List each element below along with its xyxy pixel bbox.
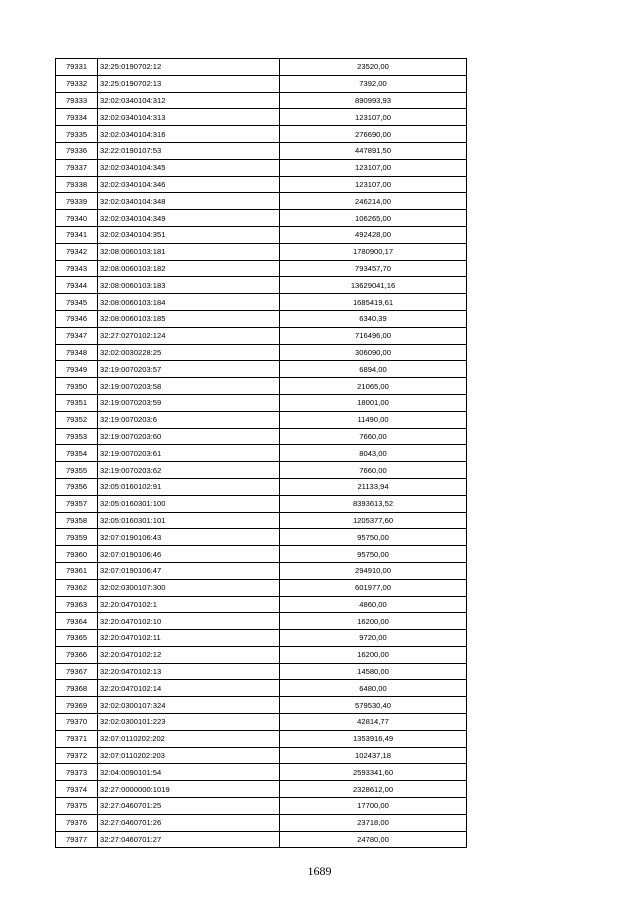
row-number-cell: 79337: [56, 159, 98, 176]
row-number-cell: 79333: [56, 92, 98, 109]
value-cell: 246214,00: [280, 193, 467, 210]
cadastral-number-cell: 32:07:0110202:203: [98, 747, 280, 764]
cadastral-number-cell: 32:07:0190106:46: [98, 546, 280, 563]
row-number-cell: 79349: [56, 361, 98, 378]
value-cell: 102437,18: [280, 747, 467, 764]
cadastral-number-cell: 32:08:0060103:185: [98, 310, 280, 327]
row-number-cell: 79339: [56, 193, 98, 210]
table-row: [56, 126, 467, 143]
value-cell: 890993,93: [280, 92, 467, 109]
row-number-cell: 79335: [56, 126, 98, 143]
table-row: [56, 831, 467, 848]
value-cell: 1353916,49: [280, 730, 467, 747]
value-cell: 7660,00: [280, 428, 467, 445]
value-cell: 6894,00: [280, 361, 467, 378]
row-number-cell: 79342: [56, 243, 98, 260]
cadastral-number-cell: 32:25:0190702:13: [98, 75, 280, 92]
row-number-cell: 79368: [56, 680, 98, 697]
table-row: [56, 562, 467, 579]
cadastral-number-cell: 32:19:0070203:61: [98, 445, 280, 462]
table-row: [56, 277, 467, 294]
cadastral-number-cell: 32:20:0470102:14: [98, 680, 280, 697]
row-number-cell: 79371: [56, 730, 98, 747]
row-number-cell: 79369: [56, 697, 98, 714]
value-cell: 9720,00: [280, 630, 467, 647]
value-cell: 1780900,17: [280, 243, 467, 260]
table-row: [56, 646, 467, 663]
value-cell: 492428,00: [280, 226, 467, 243]
cadastral-number-cell: 32:05:0160301:100: [98, 495, 280, 512]
value-cell: 579530,40: [280, 697, 467, 714]
cadastral-number-cell: 32:02:0300101:223: [98, 714, 280, 731]
table-row: [56, 109, 467, 126]
row-number-cell: 79374: [56, 781, 98, 798]
cadastral-number-cell: 32:27:0460701:25: [98, 798, 280, 815]
cadastral-number-cell: 32:02:0340104:316: [98, 126, 280, 143]
value-cell: 95750,00: [280, 546, 467, 563]
table-row: [56, 294, 467, 311]
row-number-cell: 79356: [56, 478, 98, 495]
row-number-cell: 79346: [56, 310, 98, 327]
value-cell: 7392,00: [280, 75, 467, 92]
value-cell: 123107,00: [280, 159, 467, 176]
value-cell: 1205377,60: [280, 512, 467, 529]
cadastral-number-cell: 32:02:0300107:300: [98, 579, 280, 596]
row-number-cell: 79331: [56, 59, 98, 76]
table-row: [56, 75, 467, 92]
cadastral-number-cell: 32:20:0470102:11: [98, 630, 280, 647]
table-row: [56, 747, 467, 764]
cadastral-number-cell: 32:20:0470102:1: [98, 596, 280, 613]
value-cell: 106265,00: [280, 210, 467, 227]
value-cell: 447891,50: [280, 142, 467, 159]
table-row: [56, 512, 467, 529]
value-cell: 7660,00: [280, 462, 467, 479]
row-number-cell: 79351: [56, 394, 98, 411]
table-row: [56, 193, 467, 210]
row-number-cell: 79343: [56, 260, 98, 277]
cadastral-number-cell: 32:05:0160301:101: [98, 512, 280, 529]
row-number-cell: 79367: [56, 663, 98, 680]
cadastral-number-cell: 32:08:0060103:182: [98, 260, 280, 277]
value-cell: 123107,00: [280, 109, 467, 126]
cadastral-number-cell: 32:19:0070203:58: [98, 378, 280, 395]
row-number-cell: 79364: [56, 613, 98, 630]
table-row: [56, 462, 467, 479]
cadastral-number-cell: 32:27:0000000:1019: [98, 781, 280, 798]
table-row: [56, 596, 467, 613]
table-row: [56, 764, 467, 781]
row-number-cell: 79353: [56, 428, 98, 445]
table-row: [56, 394, 467, 411]
value-cell: 14580,00: [280, 663, 467, 680]
row-number-cell: 79366: [56, 646, 98, 663]
row-number-cell: 79358: [56, 512, 98, 529]
cadastral-number-cell: 32:02:0300107:324: [98, 697, 280, 714]
row-number-cell: 79375: [56, 798, 98, 815]
row-number-cell: 79365: [56, 630, 98, 647]
value-cell: 123107,00: [280, 176, 467, 193]
cadastral-number-cell: 32:19:0070203:62: [98, 462, 280, 479]
cadastral-number-cell: 32:04:0090101:54: [98, 764, 280, 781]
value-cell: 306090,00: [280, 344, 467, 361]
row-number-cell: 79344: [56, 277, 98, 294]
table-row: [56, 361, 467, 378]
table-row: [56, 781, 467, 798]
value-cell: 4860,00: [280, 596, 467, 613]
cadastral-number-cell: 32:07:0110202:202: [98, 730, 280, 747]
table-row: [56, 798, 467, 815]
row-number-cell: 79362: [56, 579, 98, 596]
value-cell: 793457,70: [280, 260, 467, 277]
value-cell: 6480,00: [280, 680, 467, 697]
value-cell: 42814,77: [280, 714, 467, 731]
value-cell: 716496,00: [280, 327, 467, 344]
table-row: [56, 445, 467, 462]
value-cell: 11490,00: [280, 411, 467, 428]
table-row: [56, 159, 467, 176]
value-cell: 17700,00: [280, 798, 467, 815]
table-row: [56, 176, 467, 193]
table-row: [56, 613, 467, 630]
table-row: [56, 210, 467, 227]
value-cell: 2593341,60: [280, 764, 467, 781]
cadastral-number-cell: 32:02:0340104:346: [98, 176, 280, 193]
value-cell: 21133,94: [280, 478, 467, 495]
table-row: [56, 92, 467, 109]
value-cell: 294910,00: [280, 562, 467, 579]
value-cell: 2328612,00: [280, 781, 467, 798]
row-number-cell: 79348: [56, 344, 98, 361]
row-number-cell: 79347: [56, 327, 98, 344]
cadastral-number-cell: 32:02:0340104:313: [98, 109, 280, 126]
cadastral-number-cell: 32:27:0460701:27: [98, 831, 280, 848]
table-body: [56, 59, 467, 848]
table-row: [56, 529, 467, 546]
row-number-cell: 79376: [56, 814, 98, 831]
value-cell: 23718,00: [280, 814, 467, 831]
table-row: [56, 546, 467, 563]
row-number-cell: 79336: [56, 142, 98, 159]
row-number-cell: 79341: [56, 226, 98, 243]
cadastral-number-cell: 32:02:0030228:25: [98, 344, 280, 361]
value-cell: 8043,00: [280, 445, 467, 462]
table-row: [56, 411, 467, 428]
value-cell: 6340,39: [280, 310, 467, 327]
table-row: [56, 260, 467, 277]
table-row: [56, 714, 467, 731]
row-number-cell: 79357: [56, 495, 98, 512]
table-row: [56, 428, 467, 445]
value-cell: 23520,00: [280, 59, 467, 76]
value-cell: 601977,00: [280, 579, 467, 596]
value-cell: 95750,00: [280, 529, 467, 546]
table-row: [56, 680, 467, 697]
row-number-cell: 79345: [56, 294, 98, 311]
table-row: [56, 730, 467, 747]
cadastral-number-cell: 32:25:0190702:12: [98, 59, 280, 76]
cadastral-number-cell: 32:27:0270102:124: [98, 327, 280, 344]
row-number-cell: 79360: [56, 546, 98, 563]
value-cell: 13629041,16: [280, 277, 467, 294]
row-number-cell: 79354: [56, 445, 98, 462]
value-cell: 16200,00: [280, 613, 467, 630]
row-number-cell: 79359: [56, 529, 98, 546]
cadastral-number-cell: 32:08:0060103:183: [98, 277, 280, 294]
cadastral-number-cell: 32:02:0340104:351: [98, 226, 280, 243]
row-number-cell: 79355: [56, 462, 98, 479]
page-number: 1689: [307, 864, 332, 878]
row-number-cell: 79338: [56, 176, 98, 193]
cadastral-number-cell: 32:05:0160102:91: [98, 478, 280, 495]
table-row: [56, 478, 467, 495]
table-row: [56, 579, 467, 596]
row-number-cell: 79377: [56, 831, 98, 848]
row-number-cell: 79372: [56, 747, 98, 764]
cadastral-number-cell: 32:02:0340104:348: [98, 193, 280, 210]
cadastral-number-cell: 32:07:0190106:43: [98, 529, 280, 546]
table-row: [56, 814, 467, 831]
value-cell: 21065,00: [280, 378, 467, 395]
row-number-cell: 79373: [56, 764, 98, 781]
table-row: [56, 344, 467, 361]
value-cell: 16200,00: [280, 646, 467, 663]
row-number-cell: 79332: [56, 75, 98, 92]
cadastral-number-cell: 32:07:0190106:47: [98, 562, 280, 579]
table-row: [56, 243, 467, 260]
cadastral-number-cell: 32:08:0060103:181: [98, 243, 280, 260]
cadastral-number-cell: 32:19:0070203:59: [98, 394, 280, 411]
table-row: [56, 226, 467, 243]
table-row: [56, 142, 467, 159]
table-row: [56, 663, 467, 680]
cadastral-number-cell: 32:20:0470102:13: [98, 663, 280, 680]
value-cell: 18001,00: [280, 394, 467, 411]
row-number-cell: 79352: [56, 411, 98, 428]
table-row: [56, 378, 467, 395]
cadastral-number-cell: 32:08:0060103:184: [98, 294, 280, 311]
row-number-cell: 79334: [56, 109, 98, 126]
table-row: [56, 327, 467, 344]
row-number-cell: 79363: [56, 596, 98, 613]
cadastral-number-cell: 32:19:0070203:57: [98, 361, 280, 378]
cadastral-number-cell: 32:02:0340104:345: [98, 159, 280, 176]
row-number-cell: 79370: [56, 714, 98, 731]
cadastral-number-cell: 32:02:0340104:312: [98, 92, 280, 109]
row-number-cell: 79361: [56, 562, 98, 579]
cadastral-number-cell: 32:20:0470102:12: [98, 646, 280, 663]
table-row: [56, 310, 467, 327]
row-number-cell: 79350: [56, 378, 98, 395]
cadastral-number-cell: 32:02:0340104:349: [98, 210, 280, 227]
value-cell: 8393613,52: [280, 495, 467, 512]
value-cell: 1685419,61: [280, 294, 467, 311]
table-row: [56, 697, 467, 714]
value-cell: 24780,00: [280, 831, 467, 848]
table-row: [56, 495, 467, 512]
cadastral-number-cell: 32:27:0460701:26: [98, 814, 280, 831]
table-row: [56, 630, 467, 647]
row-number-cell: 79340: [56, 210, 98, 227]
value-cell: 276690,00: [280, 126, 467, 143]
cadastral-number-cell: 32:19:0070203:60: [98, 428, 280, 445]
cadastral-number-cell: 32:19:0070203:6: [98, 411, 280, 428]
cadastral-number-cell: 32:20:0470102:10: [98, 613, 280, 630]
cadastral-value-table: [55, 58, 467, 848]
table-row: [56, 59, 467, 76]
cadastral-number-cell: 32:22:0190107:53: [98, 142, 280, 159]
